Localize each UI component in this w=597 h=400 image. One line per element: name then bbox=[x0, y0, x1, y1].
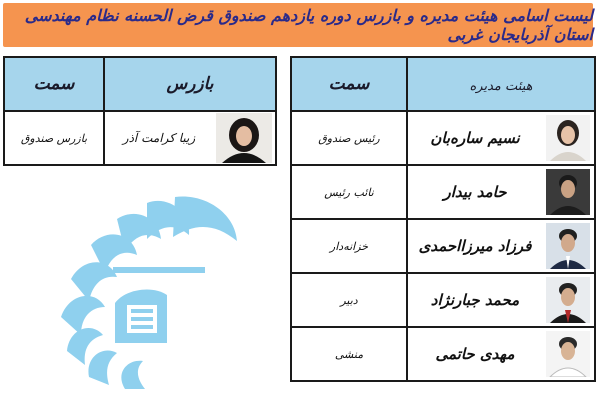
table-row bbox=[4, 111, 276, 165]
board-table bbox=[290, 56, 596, 382]
member-role: خزانه‌دار bbox=[291, 219, 407, 273]
avatar bbox=[213, 113, 275, 163]
fund-logo bbox=[55, 193, 240, 397]
member-name: فرزاد میرزااحمدی bbox=[418, 237, 532, 255]
member-role: دبیر bbox=[291, 273, 407, 327]
member-cell bbox=[407, 273, 595, 327]
avatar bbox=[542, 115, 594, 161]
member-role: نائب رئیس bbox=[291, 165, 407, 219]
member-name: حامد بیدار bbox=[443, 183, 507, 201]
member-name: نسیم ساره‌بان bbox=[430, 129, 520, 147]
member-role: رئیس صندوق bbox=[291, 111, 407, 165]
table-row bbox=[291, 327, 595, 381]
member-name: زیبا کرامت آذر bbox=[122, 131, 196, 145]
member-cell bbox=[104, 111, 276, 165]
member-cell bbox=[407, 111, 595, 165]
member-cell bbox=[407, 165, 595, 219]
table-row bbox=[291, 165, 595, 219]
inspector-role-header-cell bbox=[4, 57, 104, 111]
member-cell bbox=[407, 219, 595, 273]
board-header-cell bbox=[407, 57, 595, 111]
avatar bbox=[542, 331, 594, 377]
board-header: هیئت مدیره bbox=[469, 78, 533, 94]
page-title: لیست اسامی هیئت مدیره و بازرس دوره یازدهم صندوق قرض الحسنه نظام مهندسی استان آذربایجان غربی bbox=[24, 6, 593, 44]
avatar bbox=[542, 277, 594, 323]
member-role: بازرس صندوق bbox=[4, 111, 104, 165]
board-role-header-cell bbox=[291, 57, 407, 111]
table-row bbox=[291, 111, 595, 165]
avatar bbox=[542, 169, 594, 215]
title-banner bbox=[3, 3, 593, 47]
inspector-table bbox=[3, 56, 277, 166]
table-row bbox=[291, 273, 595, 327]
table-row bbox=[291, 219, 595, 273]
inspector-header: بازرس bbox=[166, 74, 214, 94]
avatar bbox=[542, 223, 594, 269]
member-role: منشی bbox=[291, 327, 407, 381]
member-cell bbox=[407, 327, 595, 381]
member-name: مهدی حاتمی bbox=[435, 345, 515, 363]
inspector-role-header: سمت bbox=[33, 74, 75, 94]
member-name: محمد جبارنژاد bbox=[430, 291, 520, 309]
inspector-header-cell bbox=[104, 57, 276, 111]
board-role-header: سمت bbox=[328, 74, 370, 94]
